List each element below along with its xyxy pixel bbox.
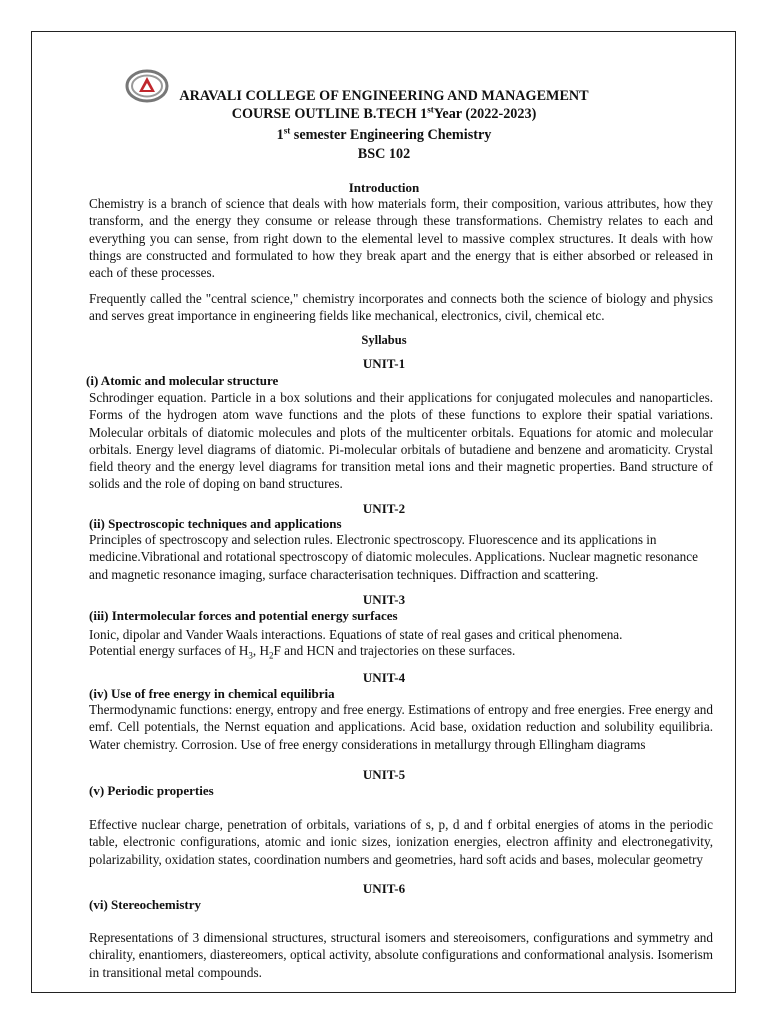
unit-2-title: (ii) Spectroscopic techniques and applications bbox=[89, 516, 342, 531]
introduction-paragraph-1: Chemistry is a branch of science that deals with how materials form, their composition, various attributes, how they transform, and the energy they consume or release through these transformations. Chemistry relates to each and everything you can sense, from right down to the elemental level to massive complex structures. It deals with how things are constructed and formulated to how they break apart and the energy that is either absorbed or released in each of these processes. bbox=[89, 196, 713, 281]
college-name: ARAVALI COLLEGE OF ENGINEERING AND MANAGEMENT bbox=[179, 88, 589, 104]
unit-3-body-line-1: Ionic, dipolar and Vander Waals interactions. Equations of state of real gases and critical phenomena. bbox=[89, 627, 623, 642]
unit-5-body: Effective nuclear charge, penetration of orbitals, variations of s, p, d and f orbital energies of atoms in the periodic table, electronic configurations, atomic and ionic sizes, ionization energies, electron affinity and electronegativity, polarizability, oxidation states, coordination numbers and geometries, hard soft acids and bases, molecular geometry bbox=[89, 817, 713, 867]
unit-4-body: Thermodynamic functions: energy, entropy and free energy. Estimations of entropy and free energies. Free energy and emf. Cell potentials, the Nernst equation and applications. Acid base, oxidation reduction and solubility equilibria. Water chemistry. Corrosion. Use of free energy considerations in metallurgy through Ellingham diagrams bbox=[89, 702, 713, 752]
unit-1-body: Schrodinger equation. Particle in a box solutions and their applications for conjugated molecules and nanoparticles. Forms of the hydrogen atom wave functions and the plots of these functions to explore their spatial variations. Molecular orbitals of diatomic molecules and plots of the multicenter orbitals. Equations for atomic and molecular orbitals. Energy level diagrams of diatomic. Pi-molecular orbitals of butadiene and benzene and aromaticity. Crystal field theory and the energy level diagrams for transition metal ions and their magnetic properties. Band structure of solids and the role of doping on band structures. bbox=[89, 390, 713, 492]
unit-1-title: (i) Atomic and molecular structure bbox=[86, 373, 279, 388]
unit-3-title: (iii) Intermolecular forces and potential energy surfaces bbox=[89, 608, 398, 623]
unit-2-body: Principles of spectroscopy and selection rules. Electronic spectroscopy. Fluorescence and its applications in medicine.Vibrational and rotational spectroscopy of diatomic molecules. Applications. Nuclear magnetic resonance and magnetic resonance imaging, surface characterisation techniques. Diffraction and scattering. bbox=[89, 532, 698, 582]
introduction-paragraph-2: Frequently called the "central science," chemistry incorporates and connects both the science of biology and physics and serves great importance in engineering fields like mechanical, electronics, civil, chemical etc. bbox=[89, 291, 713, 324]
course-code: BSC 102 bbox=[357, 146, 411, 162]
unit-5-title: (v) Periodic properties bbox=[89, 783, 214, 798]
unit-3-body-line-2: Potential energy surfaces of $H_3$, $H_2F$ and HCN and trajectories on these surfaces. bbox=[89, 643, 516, 661]
unit-4-label: UNIT-4 bbox=[362, 670, 406, 685]
unit-6-title: (vi) Stereochemistry bbox=[89, 897, 202, 912]
course-outline-line: COURSE OUTLINE B.TECH 1stYear (2022-2023) bbox=[231, 104, 537, 122]
unit-3-label: UNIT-3 bbox=[362, 592, 406, 607]
semester-line: 1st semester Engineering Chemistry bbox=[276, 125, 492, 143]
syllabus-heading: Syllabus bbox=[361, 333, 407, 347]
unit-5-label: UNIT-5 bbox=[362, 767, 406, 782]
unit-4-title: (iv) Use of free energy in chemical equilibria bbox=[89, 686, 335, 701]
unit-6-body: Representations of 3 dimensional structures, structural isomers and stereoisomers, configurations and symmetry and chirality, enantiomers, diastereomers, optical activity, absolute configurations and conformational analysis. Isomerism in transitional metal compounds. bbox=[89, 930, 713, 980]
unit-6-label: UNIT-6 bbox=[362, 881, 406, 896]
unit-2-label: UNIT-2 bbox=[362, 501, 406, 516]
introduction-heading: Introduction bbox=[348, 180, 420, 195]
unit-1-label: UNIT-1 bbox=[362, 356, 406, 371]
